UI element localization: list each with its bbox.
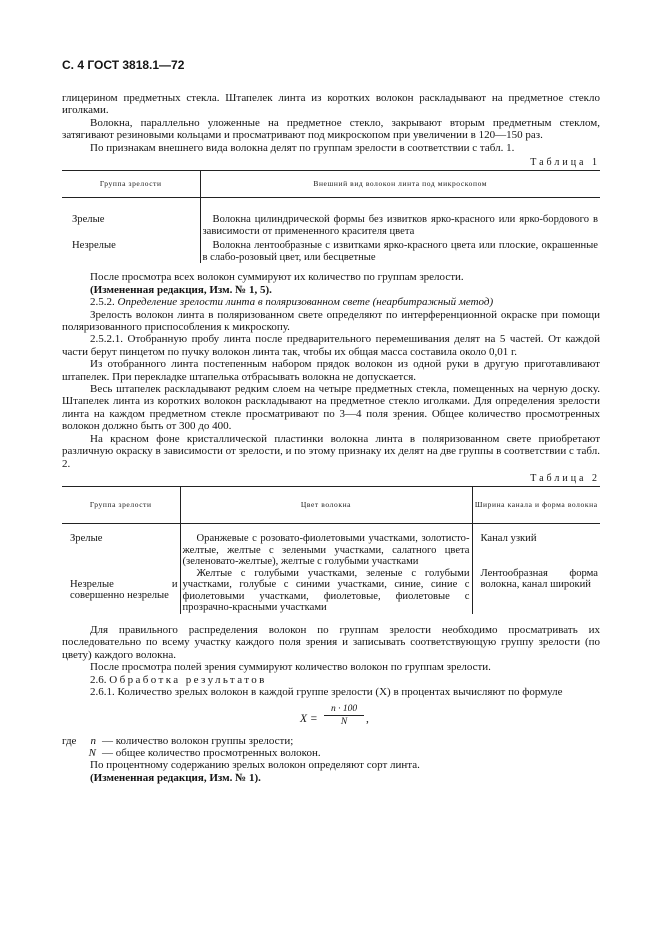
table2-header-row [62, 486, 600, 523]
table-cell: Волокна лентообразные с извитками ярко-красного цвета или плоские, окрашенные в слабо-розовый цвет, или бесцветные [202, 240, 598, 263]
table1-header-group: Группа зрелости [62, 171, 200, 198]
amendment-note: (Измененная редакция, Изм. № 1). [90, 771, 261, 784]
paragraph: Волокна, параллельно уложенные на предметное стекло, закрывают вторым предметным стеклом, затягивают резиновыми кольцами и просматривают под микроскопом при увеличении в 120—150 раз. [62, 116, 600, 142]
paragraph: После просмотра всех волокон суммируют их количество по группам зрелости. [90, 271, 464, 284]
table-cell: Канал узкий [480, 532, 537, 544]
table-cell: Лентообразная форма волокна, канал широкий [480, 567, 598, 591]
document-page [62, 58, 600, 784]
amendment-note: (Измененная редакция, Изм. № 1, 5). [90, 283, 272, 296]
definition-text: — общее количество просмотренных волокон. [102, 746, 321, 759]
paragraph: На красном фоне кристаллической пластинки волокна линта в поляризованном свете приобретают различную окраску в зависимости от зрелости, и по этому признаку их делят на две группы в соответствии с табл. 2. [62, 432, 600, 470]
definition-text: — количество волокон группы зрелости; [102, 734, 294, 747]
table-cell: Зрелые [62, 523, 180, 567]
table1 [62, 170, 600, 263]
table-cell: Зрелые [62, 198, 200, 238]
section-number: 2.6. [90, 673, 107, 686]
table2-header-channel: Ширина канала и форма волокна [472, 486, 600, 523]
definition-prefix [62, 747, 82, 759]
formula-definitions [62, 735, 600, 760]
formula-tail: , [366, 712, 369, 725]
paragraph: Для правильного распределения волокон по группам зрелости необходимо просматривать их последовательно по всему участку каждого поля зрения и записывать соответствующую группу зрелости (по цвету) каждого волокна. [62, 624, 600, 661]
table-cell: Оранжевые с розовато-фиолетовыми участками, золотисто-желтые, желтые с зелеными участками, салатного цвета (зеленовато-желтые), желтые с голубыми участками [180, 523, 472, 567]
table1-header-appearance: Внешний вид волокон линта под микроскопом [200, 171, 600, 198]
formula [62, 703, 600, 733]
section-heading [62, 674, 600, 686]
table-row [62, 523, 600, 567]
definition-symbol: n [90, 734, 96, 747]
formula-lhs: X = [300, 712, 318, 725]
definition-row [62, 747, 600, 759]
definition-symbol: N [88, 746, 96, 759]
paragraph: По признакам внешнего вида волокна делят по группам зрелости в соответствии с табл. 1. [90, 141, 515, 154]
paragraph: Весь штапелек раскладывают редким слоем на четыре предметных стекла, помещенных на черную доску. Штапелек линта из коротких волокон раскладывают на предметное стекло иголками. Для определения зрелости линта на каждом предметном стекле просматривают по 3—4 поля зрения. Общее количество просмотренных волокон должно быть от 300 до 400. [62, 383, 600, 433]
formula-numerator: n · 100 [324, 703, 364, 716]
section-title: Определение зрелости линта в поляризованном свете (неарбитражный метод) [117, 296, 494, 309]
formula-fraction [324, 703, 364, 728]
table2-header-color: Цвет волокна [180, 486, 472, 523]
paragraph: 2.5.2.1. Отобранную пробу линта после предварительного перемешивания делят на 5 частей. От каждой части берут пинцетом по пучку волокон линта так, чтобы их общая масса составила около 0,01 г. [62, 333, 600, 358]
table-cell: Незрелые и совершенно незрелые [62, 568, 180, 614]
table-cell: Незрелые [62, 237, 200, 263]
section-title: Обработка результатов [109, 673, 267, 686]
table-row [62, 198, 600, 238]
paragraph: По процентному содержанию зрелых волокон определяют сорт линта. [90, 759, 420, 772]
paragraph: После просмотра полей зрения суммируют количество волокон по группам зрелости. [90, 661, 491, 674]
table2-header-group: Группа зрелости [62, 486, 180, 523]
table2-caption: Таблица 2 [530, 472, 600, 484]
table1-header-row [62, 171, 600, 198]
paragraph: Из отобранного линта постепенным набором прядок волокон из одной руки в другую приготавливают штапелек. При перекладке штапелька отбрасывать волокна не допускается. [62, 358, 600, 383]
formula-denominator: N [340, 716, 348, 727]
paragraph: 2.6.1. Количество зрелых волокон в каждой группе зрелости (X) в процентах вычисляют по формуле [90, 686, 563, 699]
table-row [62, 237, 600, 263]
table-cell: Желтые с голубыми участками, зеленые с голубыми участками, голубые с синими участками, синие, синие с фиолетовыми участками, фиолетовые, фиолетовые с прозрачно-красными участками [180, 568, 472, 614]
paragraph: глицерином предметных стекла. Штапелек линта из коротких волокон раскладывают на предметное стекло иголками. [62, 92, 600, 117]
definition-prefix: где [62, 734, 77, 747]
table-cell: Волокна цилиндрической формы без извитков ярко-красного или ярко-бордового в зависимости от примененного красителя цвета [202, 214, 598, 237]
section-number: 2.5.2. [90, 296, 115, 309]
table1-caption: Таблица 1 [530, 157, 600, 169]
section-heading [62, 296, 600, 308]
paragraph: Зрелость волокон линта в поляризованном свете определяют по интерференционной окраске при помощи поляризованного приспособления к микроскопу. [62, 308, 600, 334]
table2 [62, 486, 600, 614]
page-header: С. 4 ГОСТ 3818.1—72 [62, 58, 185, 72]
table-row [62, 568, 600, 614]
definition-row [62, 735, 600, 747]
